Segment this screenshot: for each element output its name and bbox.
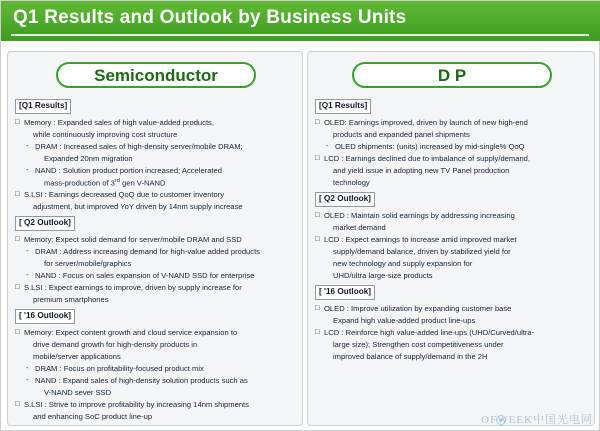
section-heading: [Q1 Results]: [15, 99, 71, 114]
bullet-line: [26, 246, 296, 257]
bullet-text: OLED shipments: (units) increased by mid-single% QoQ: [335, 141, 525, 151]
section-heading: [ Q2 Outlook]: [315, 192, 375, 207]
bullet-text: OLED : Maintain solid earnings by addressing increasing: [324, 210, 515, 220]
watermark-text: OFWEEK中国光电网: [481, 414, 593, 426]
bullet-text: improved balance of supply/demand in the 2H: [333, 351, 488, 361]
dash-bullet-icon: -: [26, 164, 29, 174]
bullet-text: NAND : Solution product portion increased; Accelerated: [35, 165, 222, 175]
bullet-line: [15, 399, 296, 410]
title-divider: [11, 34, 589, 36]
bullet-text: adjustment, but improved YoY driven by 14nm supply increase: [33, 202, 243, 212]
bullet-text: Memory: Expect solid demand for server/mobile DRAM and SSD: [24, 235, 242, 245]
bullet-line: [315, 153, 588, 164]
bullet-text: mass-production of 3rd gen V-NAND: [44, 177, 166, 188]
bullet-text: Memory: Expect content growth and cloud service expansion to: [24, 328, 238, 338]
bullet-line: [26, 258, 296, 269]
bullet-line: [315, 177, 588, 188]
bullet-text: and yield issue in adopting new TV Panel production: [333, 165, 510, 175]
bullet-line: [315, 270, 588, 281]
superscript: rd: [114, 177, 120, 184]
bullet-text: OLED : Improve utilization by expanding customer base: [324, 303, 512, 313]
square-bullet-icon: □: [15, 234, 20, 244]
section-heading: [ '16 Outlook]: [15, 309, 75, 324]
bullet-text: DRAM : Address increasing demand for high-value added products: [35, 247, 260, 257]
bullet-line: [315, 165, 588, 176]
dash-bullet-icon: -: [26, 246, 29, 256]
page-title: Q1 Results and Outlook by Business Units: [13, 7, 407, 28]
square-bullet-icon: □: [315, 302, 320, 312]
section-heading: [ Q2 Outlook]: [15, 216, 75, 231]
panel-title-semiconductor: Semiconductor: [56, 62, 256, 88]
bullet-line: [315, 129, 588, 140]
bullet-text: large size); Strengthen cost competitiveness under: [333, 339, 504, 349]
bullet-line: [315, 234, 588, 245]
bullet-line: [315, 315, 588, 326]
bullet-line: [315, 339, 588, 350]
bullet-text: Expanded 20nm migration: [44, 153, 133, 163]
bullet-line: [26, 165, 296, 176]
bullet-line: [15, 351, 296, 362]
bullet-text: premium smartphones: [33, 295, 109, 305]
bullet-text: new technology and supply expansion for: [333, 258, 473, 268]
square-bullet-icon: □: [315, 116, 320, 126]
bullet-text: for server/mobile/graphics: [44, 259, 132, 269]
bullet-text: technology: [333, 177, 370, 187]
bullet-text: UHD/ultra large-size products: [333, 270, 433, 280]
bullet-line: [315, 258, 588, 269]
content-semiconductor: [15, 96, 296, 421]
bullet-line: [15, 339, 296, 350]
square-bullet-icon: □: [315, 326, 320, 336]
bullet-line: [315, 327, 588, 338]
section-heading: [ '16 Outlook]: [315, 285, 375, 300]
bullet-text: Memory : Expanded sales of high value-added products,: [24, 117, 214, 127]
bullet-text: S.LSI : Earnings decreased QoQ due to customer inventory: [24, 190, 225, 200]
bullet-text: DRAM : Increased sales of high-density server/mobile DRAM;: [35, 141, 243, 151]
bullet-line: [26, 387, 296, 398]
bullet-text: S.LSI : Strive to improve profitability by increasing 14nm shipments: [24, 400, 249, 410]
bullet-text: LCD : Reinforce high value-added line-ups (UHD/Curved/ultra-: [324, 327, 535, 337]
bullet-line: [315, 117, 588, 128]
bullet-text: NAND : Expand sales of high-density solution products such as: [35, 376, 248, 386]
bullet-text: S.LSI : Expect earnings to improve, driven by supply increase for: [24, 283, 242, 293]
title-bar: [1, 1, 600, 41]
bullet-text: products and expanded panel shipments: [333, 129, 470, 139]
square-bullet-icon: □: [15, 327, 20, 337]
panel-title-dp: D P: [352, 62, 552, 88]
bullet-line: [15, 129, 296, 140]
square-bullet-icon: □: [15, 189, 20, 199]
bullet-line: [26, 141, 296, 152]
square-bullet-icon: □: [15, 399, 20, 409]
bullet-text: NAND : Focus on sales expansion of V-NAND SSD for enterprise: [35, 271, 255, 281]
bullet-text: LCD : Earnings declined due to imbalance of supply/demand,: [324, 153, 530, 163]
bullet-text: DRAM : Focus on profitability-focused product mix: [35, 364, 204, 374]
bullet-line: [326, 141, 588, 152]
bullet-line: [15, 411, 296, 422]
bullet-text: and enhancing SoC product line-up: [33, 412, 153, 422]
bullet-line: [15, 327, 296, 338]
bullet-line: [315, 210, 588, 221]
section-heading: [Q1 Results]: [315, 99, 371, 114]
bullet-text: drive demand growth for high-density products in: [33, 340, 198, 350]
bullet-line: [315, 222, 588, 233]
dash-bullet-icon: -: [26, 270, 29, 280]
bullet-text: market demand: [333, 222, 386, 232]
content-dp: [315, 96, 588, 421]
bullet-line: [15, 201, 296, 212]
dash-bullet-icon: -: [26, 375, 29, 385]
bullet-line: [15, 234, 296, 245]
bullet-line: [15, 189, 296, 200]
panel-dp: [307, 51, 595, 426]
bullet-text: V-NAND sever SSD: [44, 388, 112, 398]
bullet-line: [26, 177, 296, 189]
bullet-text: supply/demand balance, driven by stabilized yield for: [333, 246, 511, 256]
square-bullet-icon: □: [15, 282, 20, 292]
bullet-line: [26, 270, 296, 281]
dash-bullet-icon: -: [326, 140, 329, 150]
square-bullet-icon: □: [15, 116, 20, 126]
bullet-line: [26, 363, 296, 374]
bullet-line: [315, 246, 588, 257]
bullet-line: [315, 303, 588, 314]
bullet-line: [15, 282, 296, 293]
bullet-line: [15, 294, 296, 305]
bullet-text: while continuously improving cost structure: [33, 129, 178, 139]
bullet-text: LCD : Expect earnings to increase amid improved market: [324, 234, 517, 244]
bullet-text: Expand high value-added product line-ups: [333, 315, 476, 325]
bullet-line: [26, 153, 296, 164]
square-bullet-icon: □: [315, 209, 320, 219]
bullet-text: mobile/server applications: [33, 352, 121, 362]
square-bullet-icon: □: [315, 152, 320, 162]
bullet-line: [26, 375, 296, 386]
square-bullet-icon: □: [315, 233, 320, 243]
bullet-text: OLED: Earnings improved, driven by launch of new high-end: [324, 117, 528, 127]
dash-bullet-icon: -: [26, 363, 29, 373]
bullet-line: [15, 117, 296, 128]
bullet-line: [315, 351, 588, 362]
dash-bullet-icon: -: [26, 140, 29, 150]
panel-semiconductor: [7, 51, 303, 426]
